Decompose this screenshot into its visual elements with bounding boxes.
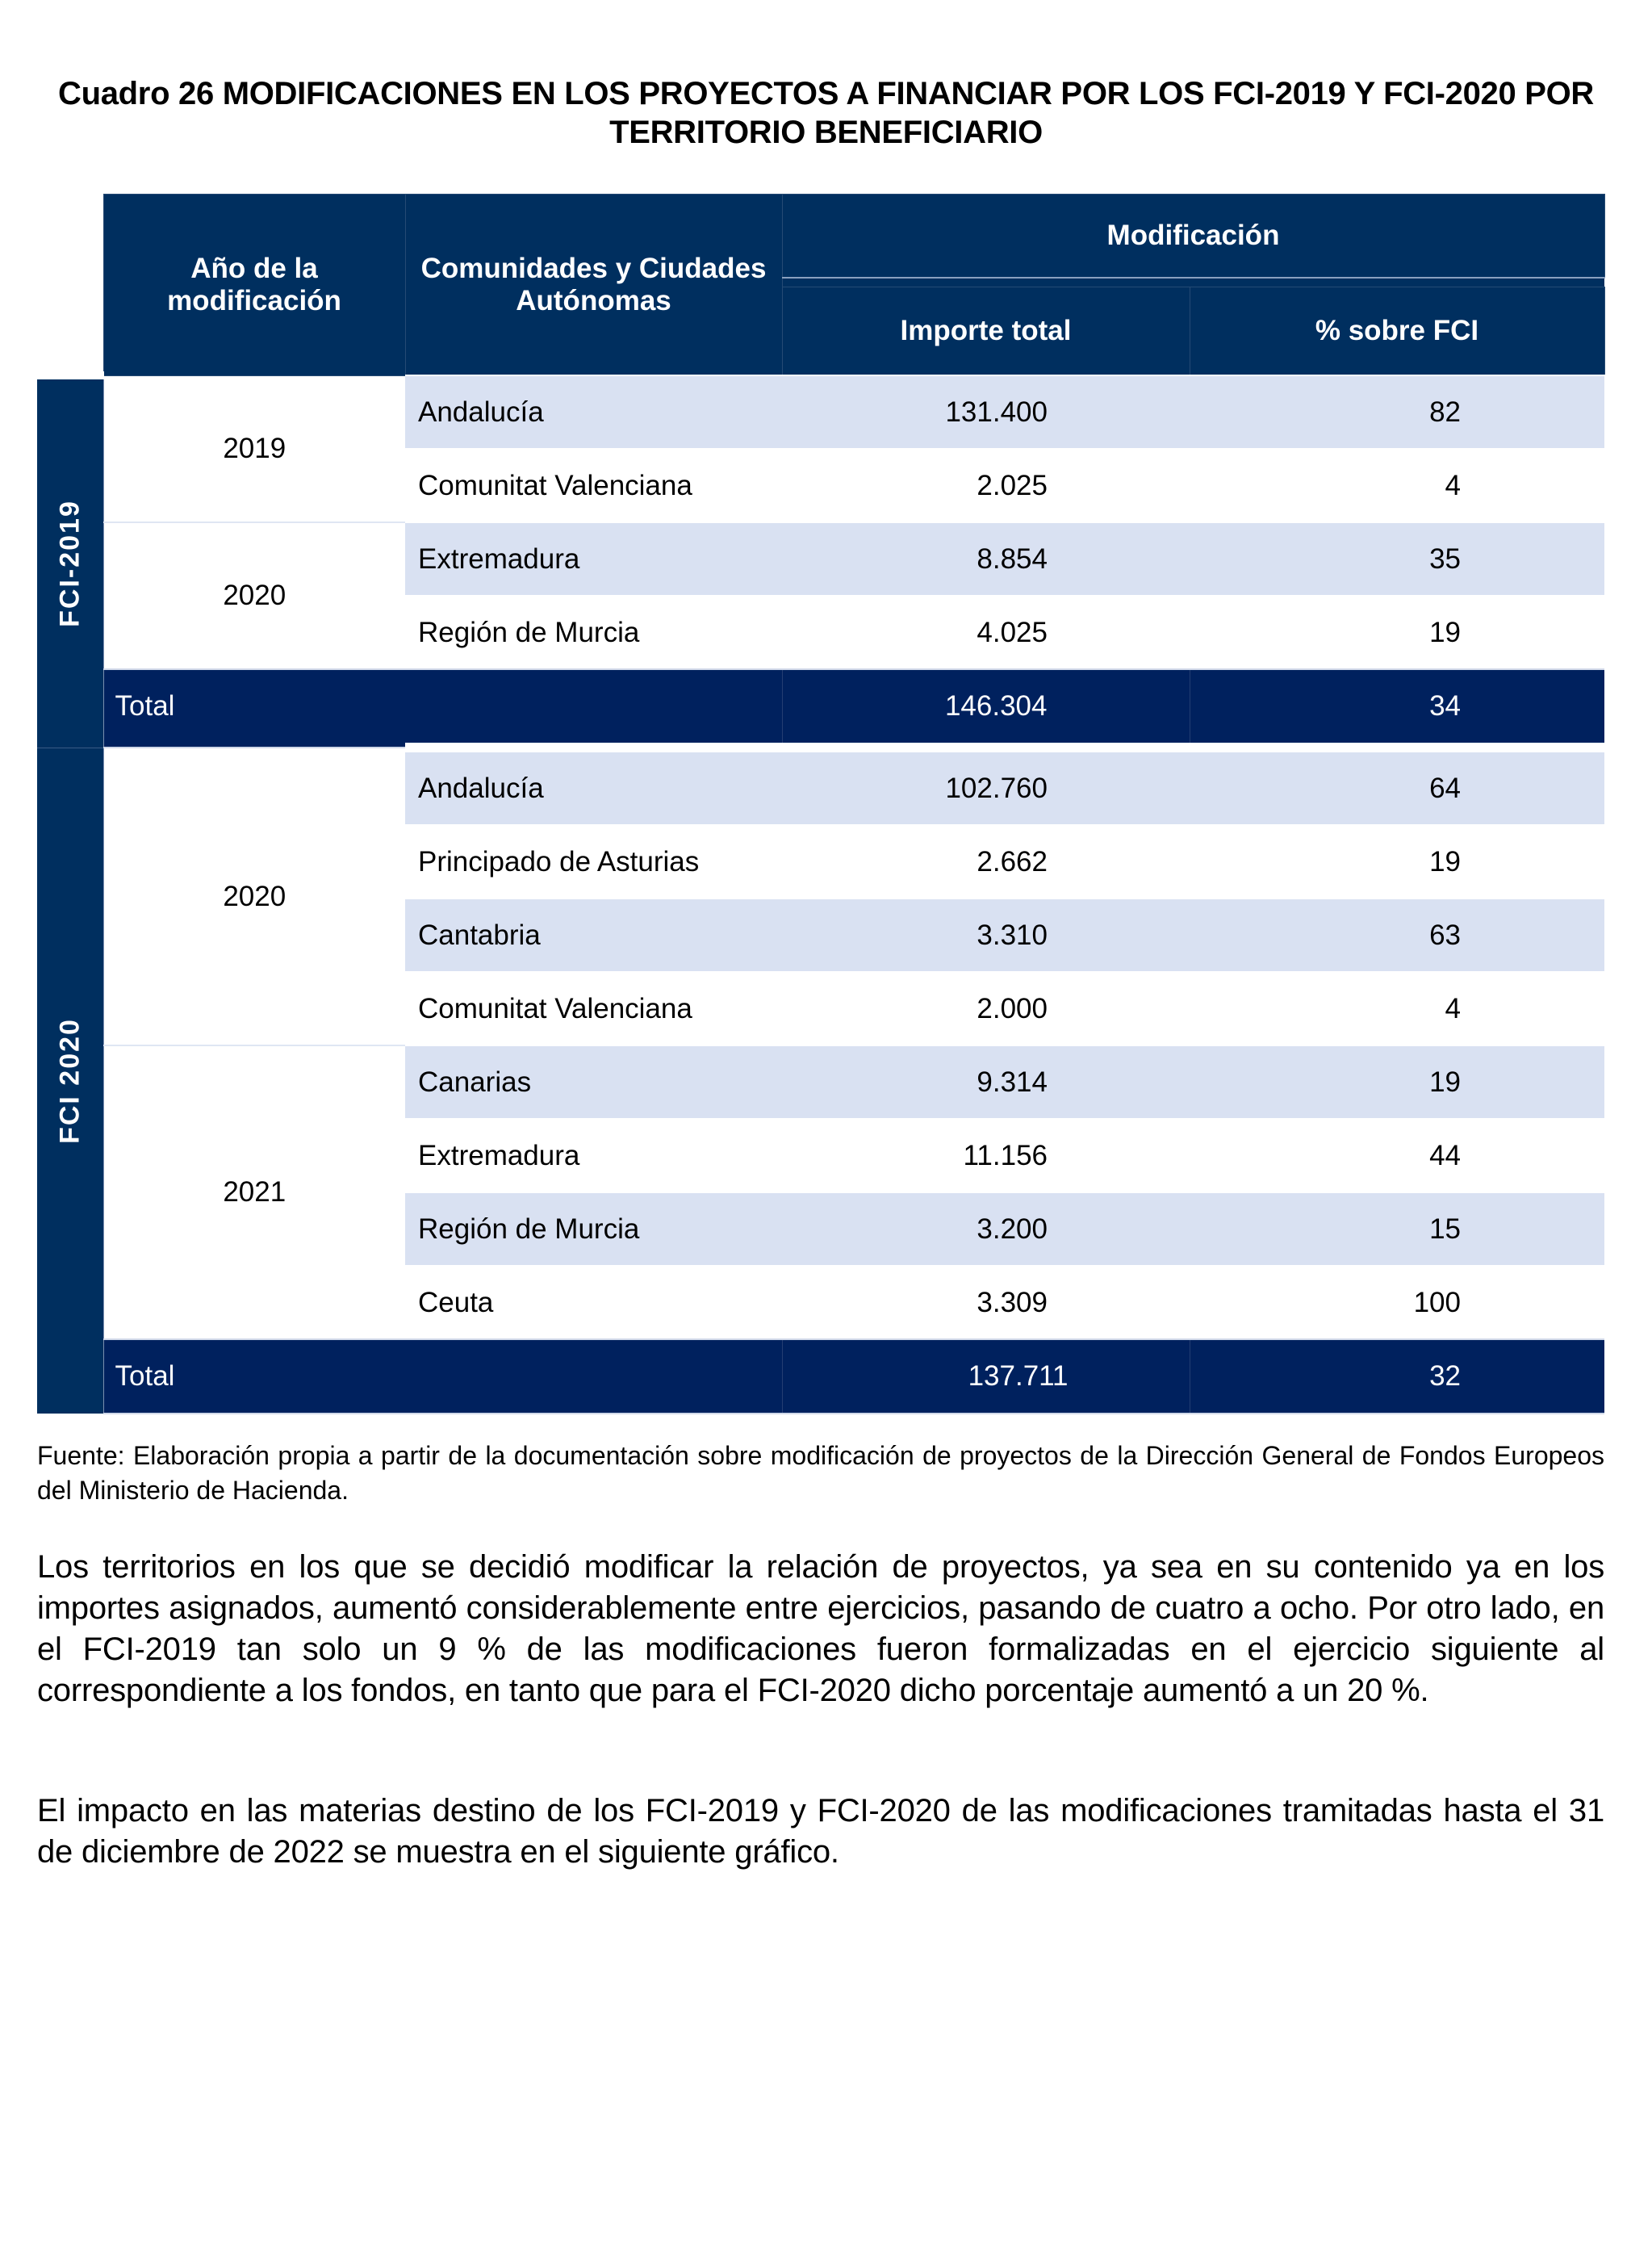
total-amount: 137.711 bbox=[782, 1339, 1190, 1414]
percent-cell: 63 bbox=[1190, 898, 1604, 972]
percent-cell: 4 bbox=[1190, 449, 1604, 522]
region-cell: Comunitat Valenciana bbox=[405, 972, 782, 1045]
year-cell: 2020 bbox=[103, 748, 405, 1045]
percent-cell: 19 bbox=[1190, 825, 1604, 898]
header-region: Comunidades y Ciudades Autónomas bbox=[405, 195, 782, 376]
percent-cell: 19 bbox=[1190, 1045, 1604, 1119]
year-cell: 2019 bbox=[103, 375, 405, 522]
region-cell: Región de Murcia bbox=[405, 1192, 782, 1266]
region-cell: Canarias bbox=[405, 1045, 782, 1119]
total-label: Total bbox=[103, 669, 782, 748]
body-paragraph-1: Los territorios en los que se decidió modificar la relación de proyectos, ya sea en su contenido ya en los importes asignados, aumentó considerablemente entre ejercicios, pasando de cuatro a ocho. Por otro lado, en el FCI-2019 tan solo un 9 % de las modificaciones fueron formalizadas en el ejercicio siguiente al correspondiente a los fondos, en tanto que para el FCI-2020 dicho porcentaje aumentó a un 20 %. bbox=[37, 1549, 1604, 1708]
total-row bbox=[37, 669, 1604, 748]
amount-cell: 2.025 bbox=[782, 449, 1190, 522]
region-cell: Comunitat Valenciana bbox=[405, 449, 782, 522]
amount-cell: 3.310 bbox=[782, 898, 1190, 972]
percent-cell: 82 bbox=[1190, 375, 1604, 449]
amount-cell: 2.000 bbox=[782, 972, 1190, 1045]
percent-cell: 15 bbox=[1190, 1192, 1604, 1266]
total-percent: 34 bbox=[1190, 669, 1604, 748]
total-amount: 146.304 bbox=[782, 669, 1190, 748]
region-cell: Andalucía bbox=[405, 748, 782, 825]
amount-cell: 2.662 bbox=[782, 825, 1190, 898]
region-cell: Extremadura bbox=[405, 1119, 782, 1192]
total-row bbox=[37, 1339, 1604, 1414]
amount-cell: 102.760 bbox=[782, 748, 1190, 825]
year-cell: 2021 bbox=[103, 1045, 405, 1339]
percent-cell: 100 bbox=[1190, 1266, 1604, 1339]
corner-blank bbox=[37, 195, 103, 376]
percent-cell: 64 bbox=[1190, 748, 1604, 825]
amount-cell: 4.025 bbox=[782, 596, 1190, 669]
region-cell: Extremadura bbox=[405, 522, 782, 596]
year-cell: 2020 bbox=[103, 522, 405, 669]
section-band-fci-2019 bbox=[37, 375, 103, 748]
amount-cell: 8.854 bbox=[782, 522, 1190, 596]
region-cell: Principado de Asturias bbox=[405, 825, 782, 898]
section-band-fci-2020 bbox=[37, 748, 103, 1414]
body-paragraph-2: El impacto en las materias destino de los FCI-2019 y FCI-2020 de las modificaciones tramitadas hasta el 31 de diciembre de 2022 se muestra en el siguiente gráfico. bbox=[37, 1793, 1604, 1870]
header-percent: % sobre FCI bbox=[1190, 287, 1604, 376]
header-modification-group: Modificación bbox=[782, 195, 1604, 279]
amount-cell: 9.314 bbox=[782, 1045, 1190, 1119]
header-year: Año de la modificación bbox=[103, 195, 405, 376]
table-row bbox=[37, 1045, 1604, 1119]
header-spacer bbox=[782, 278, 1604, 287]
section-label: FCI-2019 bbox=[54, 499, 86, 627]
section-label: FCI 2020 bbox=[54, 1017, 86, 1144]
percent-cell: 4 bbox=[1190, 972, 1604, 1045]
region-cell: Región de Murcia bbox=[405, 596, 782, 669]
table-row bbox=[37, 522, 1604, 596]
region-cell: Andalucía bbox=[405, 375, 782, 449]
percent-cell: 19 bbox=[1190, 596, 1604, 669]
table-row bbox=[37, 375, 1604, 449]
total-label: Total bbox=[103, 1339, 782, 1414]
modifications-table bbox=[37, 194, 1604, 1414]
region-cell: Cantabria bbox=[405, 898, 782, 972]
percent-cell: 35 bbox=[1190, 522, 1604, 596]
percent-cell: 44 bbox=[1190, 1119, 1604, 1192]
amount-cell: 11.156 bbox=[782, 1119, 1190, 1192]
total-percent: 32 bbox=[1190, 1339, 1604, 1414]
header-amount: Importe total bbox=[782, 287, 1190, 376]
table-title: Cuadro 26 MODIFICACIONES EN LOS PROYECTOS A FINANCIAR POR LOS FCI-2019 Y FCI-2020 POR TERRITORIO BENEFICIARIO bbox=[58, 76, 1594, 150]
amount-cell: 3.309 bbox=[782, 1266, 1190, 1339]
source-note: Fuente: Elaboración propia a partir de la documentación sobre modificación de proyectos de la Dirección General de Fondos Europeos del Ministerio de Hacienda. bbox=[37, 1441, 1604, 1505]
amount-cell: 131.400 bbox=[782, 375, 1190, 449]
region-cell: Ceuta bbox=[405, 1266, 782, 1339]
amount-cell: 3.200 bbox=[782, 1192, 1190, 1266]
table-row bbox=[37, 748, 1604, 825]
